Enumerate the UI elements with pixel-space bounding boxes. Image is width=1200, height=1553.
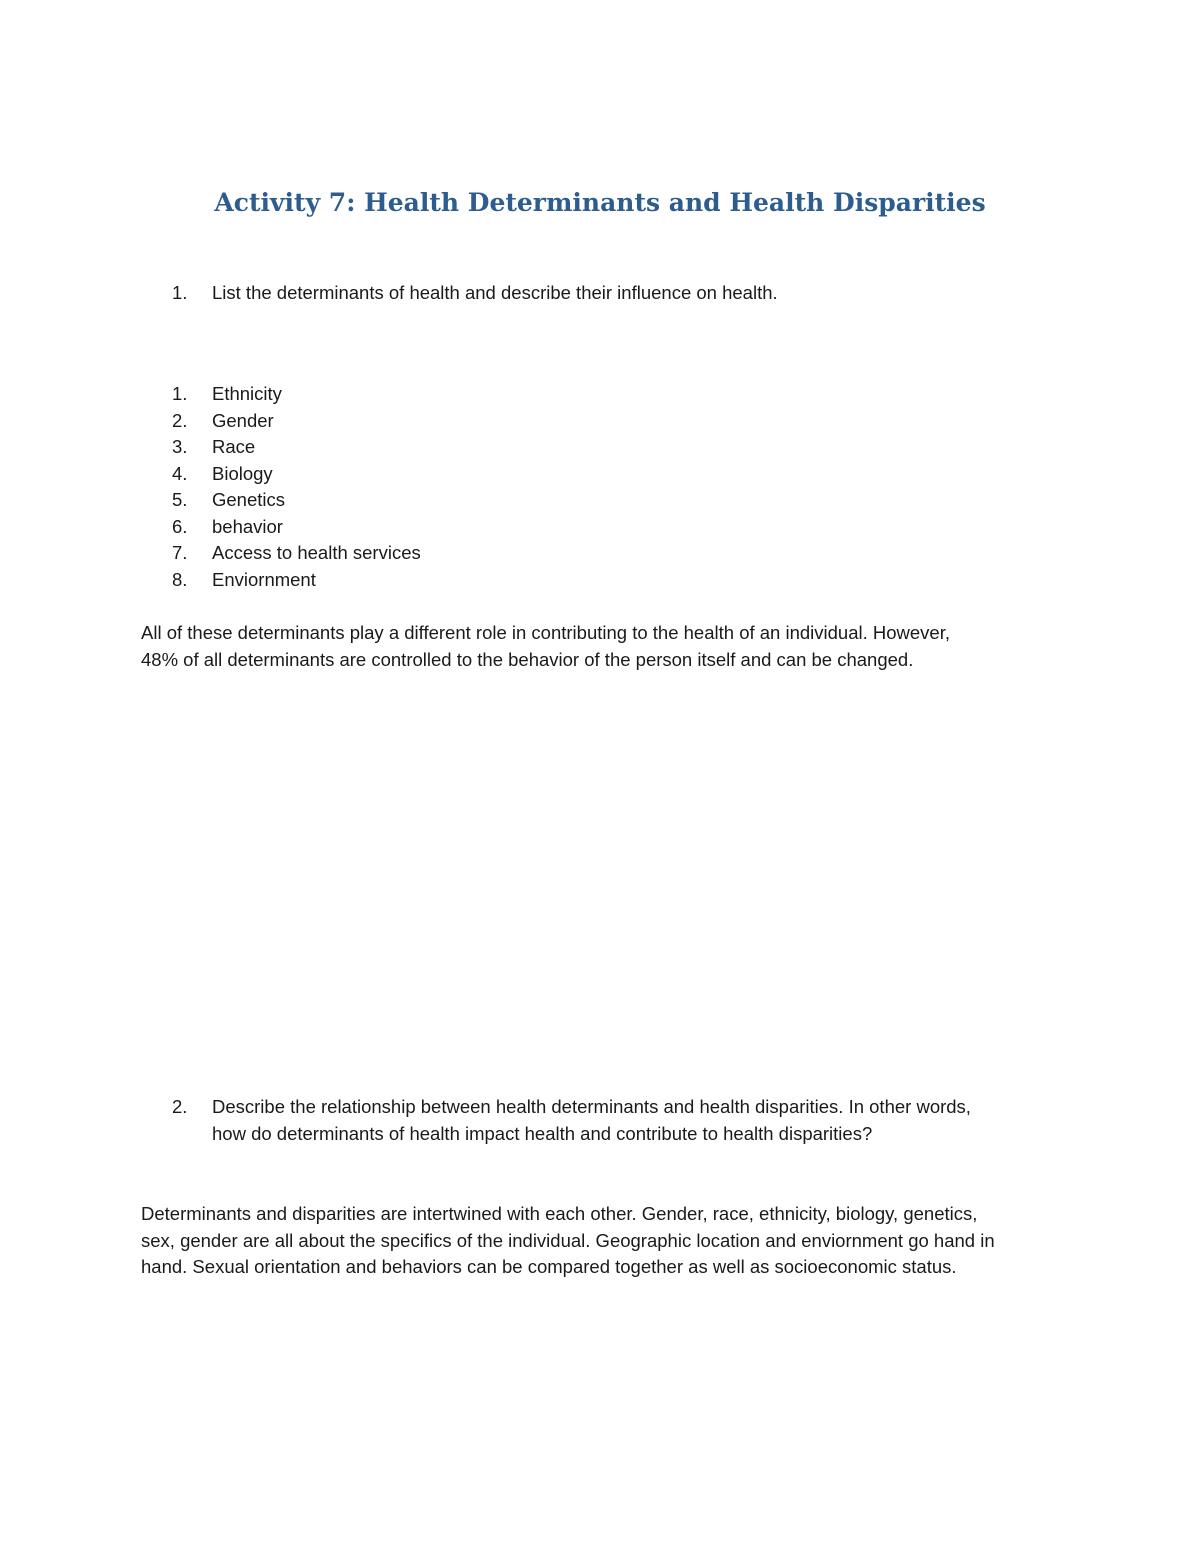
list-item-number: 4. bbox=[172, 462, 188, 484]
list-item-label: Gender bbox=[212, 409, 274, 431]
answer-2-line: sex, gender are all about the specifics of the individual. Geographic location and enviornment go hand in bbox=[141, 1229, 995, 1251]
list-item-label: Access to health services bbox=[212, 542, 421, 563]
list-item-number: 3. bbox=[172, 436, 188, 457]
answer-2-line: hand. Sexual orientation and behaviors can be compared together as well as socioeconomic status. bbox=[141, 1256, 957, 1277]
answer-2-line: Determinants and disparities are intertwined with each other. Gender, race, ethnicity, biology, genetics, bbox=[141, 1203, 978, 1224]
list-item-label: Biology bbox=[212, 462, 273, 484]
answer-1-paragraph bbox=[141, 620, 950, 673]
list-item-number: 6. bbox=[172, 515, 188, 537]
list-item-label: behavior bbox=[212, 515, 283, 537]
answer-1-line: 48% of all determinants are controlled to the behavior of the person itself and can be changed. bbox=[141, 648, 914, 670]
answer-2-paragraph bbox=[141, 1201, 995, 1281]
question-1-number: 1. bbox=[172, 282, 188, 303]
question-2-number: 2. bbox=[172, 1096, 188, 1117]
list-item-label: Ethnicity bbox=[212, 383, 282, 404]
list-item-number: 1. bbox=[172, 383, 188, 404]
list-item-number: 8. bbox=[172, 568, 188, 590]
question-1-text: List the determinants of health and describe their influence on health. bbox=[212, 282, 778, 303]
list-item-number: 2. bbox=[172, 409, 188, 431]
answer-1-line: All of these determinants play a different role in contributing to the health of an individual. However, bbox=[141, 622, 951, 643]
list-item-number: 5. bbox=[172, 489, 188, 510]
list-item-number: 7. bbox=[172, 542, 188, 563]
question-2-line: how do determinants of health impact health and contribute to health disparities? bbox=[212, 1122, 873, 1144]
page-title: Activity 7: Health Determinants and Health Disparities bbox=[214, 188, 986, 217]
question-2-line: Describe the relationship between health determinants and health disparities. In other words, bbox=[212, 1096, 971, 1117]
list-item-label: Race bbox=[212, 436, 256, 457]
list-item-label: Enviornment bbox=[212, 568, 316, 590]
list-item-label: Genetics bbox=[212, 489, 286, 510]
